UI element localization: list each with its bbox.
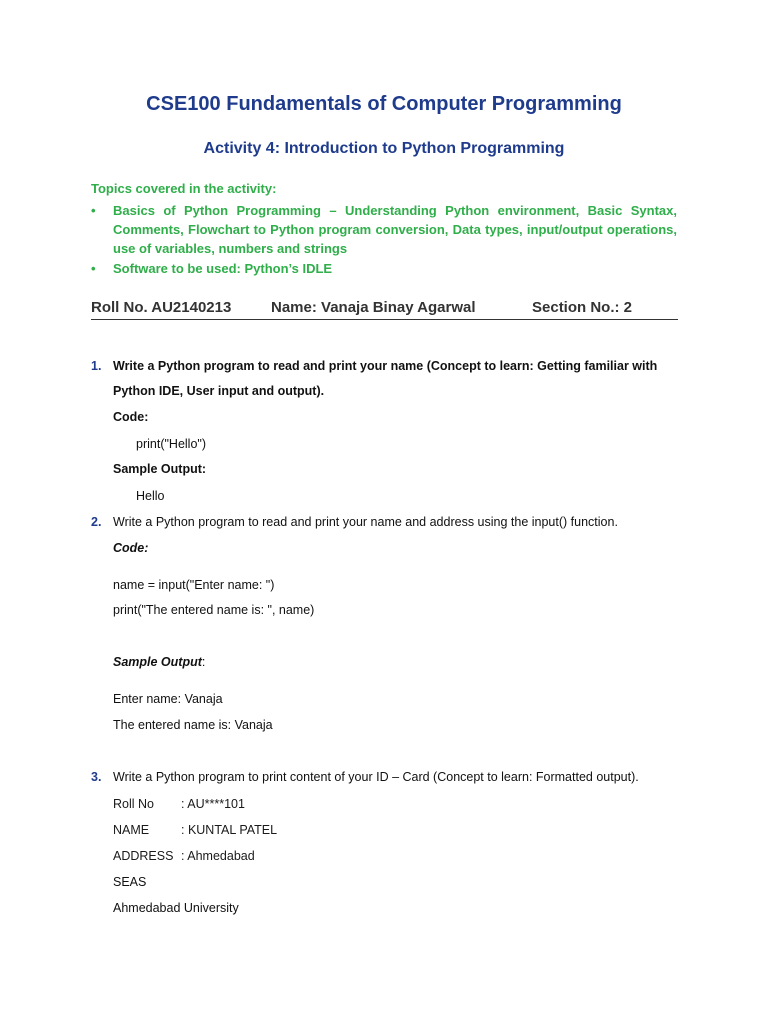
roll-number: Roll No. AU2140213 <box>91 299 232 316</box>
topics-list <box>91 201 677 279</box>
activity-subtitle: Activity 4: Introduction to Python Programming <box>203 140 565 157</box>
code-line: name = input("Enter name: ") <box>113 578 275 592</box>
document-title: CSE100 Fundamentals of Computer Programming <box>146 93 622 115</box>
topics-item <box>91 259 677 278</box>
id-card-key: NAME <box>113 823 150 837</box>
code-line: print("Hello") <box>136 437 207 451</box>
question-number: 3. <box>91 770 102 784</box>
id-card-line: Ahmedabad University <box>113 901 239 915</box>
id-card-line: SEAS <box>113 875 147 889</box>
sample-output-line: Enter name: Vanaja <box>113 692 223 706</box>
id-card-value: : AU****101 <box>181 797 245 811</box>
id-card-key: ADDRESS <box>113 849 174 863</box>
id-card-key: Roll No <box>113 797 154 811</box>
question-text: Write a Python program to read and print your name and address using the input() function. <box>113 515 618 529</box>
topics-item <box>91 201 677 258</box>
topics-item-text: Basics of Python Programming – Understanding Python environment, Basic Syntax, Comments, Flowchart to Python program conversion, Data types, input/output operations, use of variables, numbers and strings <box>113 203 677 256</box>
sample-output-line: The entered name is: Vanaja <box>113 718 273 732</box>
student-name: Name: Vanaja Binay Agarwal <box>271 299 476 316</box>
question-text: Python IDE, User input and output). <box>113 384 325 398</box>
sample-output-label: Sample Output: <box>113 462 207 476</box>
bullet-icon: • <box>91 261 96 276</box>
question-text: Write a Python program to read and print your name (Concept to learn: Getting familiar with <box>113 359 658 373</box>
sample-output-label-text: Sample Output <box>113 655 202 669</box>
student-info-row <box>91 297 678 320</box>
question-text: Write a Python program to print content of your ID – Card (Concept to learn: Formatted output). <box>113 770 639 784</box>
sample-output-label <box>113 655 205 669</box>
code-label: Code: <box>113 541 149 555</box>
bullet-icon: • <box>91 203 96 218</box>
sample-output-colon: : <box>201 655 206 669</box>
topics-heading: Topics covered in the activity: <box>91 181 277 196</box>
code-line: print("The entered name is: ", name) <box>113 603 315 617</box>
question-number: 2. <box>91 515 102 529</box>
id-card-value: : Ahmedabad <box>181 849 255 863</box>
sample-output-line: Hello <box>136 489 165 503</box>
section-number: Section No.: 2 <box>532 299 633 316</box>
code-label: Code: <box>113 410 149 424</box>
topics-item-text: Software to be used: Python’s IDLE <box>113 261 333 276</box>
id-card-value: : KUNTAL PATEL <box>181 823 278 837</box>
question-number: 1. <box>91 359 102 373</box>
